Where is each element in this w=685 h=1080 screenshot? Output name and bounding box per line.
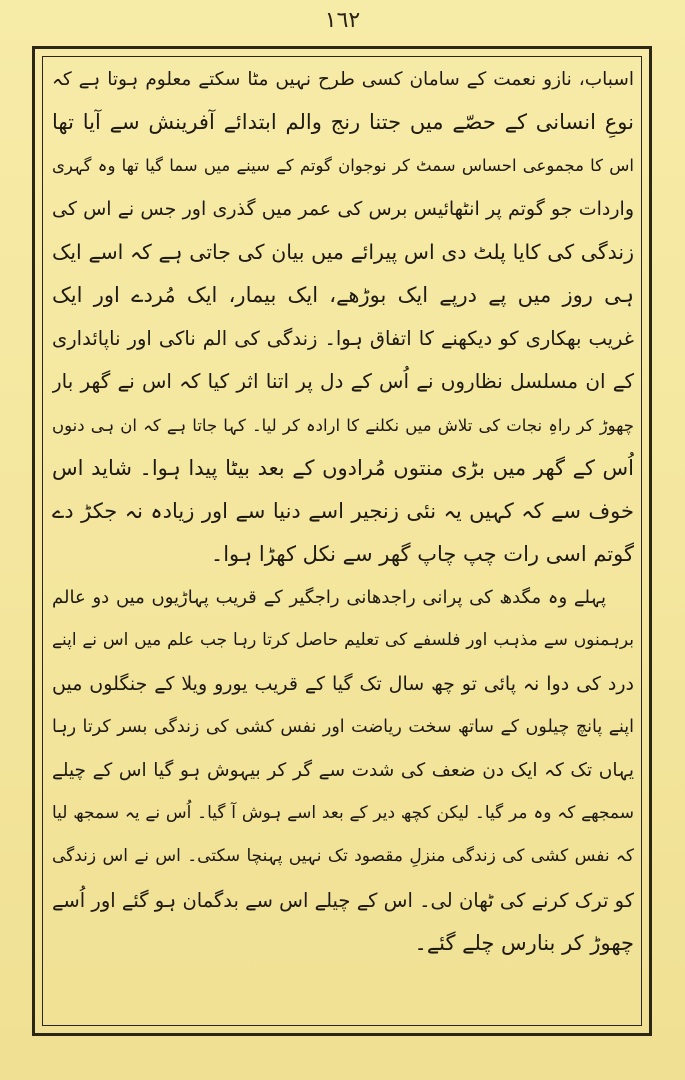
text-line: ہی روز میں پے درپے ایک بوڑھے، ایک بیمار، ایک مُردے اور ایک (52, 282, 634, 307)
text-line: خوف سے کہ کہیں یہ نئی زنجیر اسے دنیا سے اور زیادہ نہ جکڑ دے (52, 498, 634, 523)
text-line: کہ نفس کشی کی زندگی منزلِ مقصود تک نہیں پہنچا سکتی۔ اس نے اس زندگی (52, 846, 634, 867)
text-line: کے ان مسلسل نظاروں نے اُس کے دل پر اتنا اثر کیا کہ اس نے گھر بار (52, 369, 634, 394)
text-line: پہلے وہ مگدھ کی پرانی راجدھانی راجگیر کے قریب پہاڑیوں میں دو عالم (52, 587, 606, 609)
text-line: درد کی دوا نہ پائی تو چھ سال تک گیا کے قریب یورو ویلا کے جنگلوں میں (52, 672, 634, 695)
text-line: چھوڑ کر بنارس چلے گئے۔ (414, 930, 634, 955)
text-line: نوعِ انسانی کے حصّے میں جتنا رنج والم ابتدائے آفرینش سے آیا تھا (52, 110, 634, 135)
text-line: اپنے پانچ چیلوں کے ساتھ سخت ریاضت اور نفس کشی کی زندگی بسر کرتا رہا (52, 716, 634, 737)
text-line: چھوڑ کر راہِ نجات کی تلاش میں نکلنے کا ارادہ کر لیا۔ کہا جاتا ہے کہ ان ہی دنوں (52, 415, 634, 435)
text-line: واردات جو گوتم پر انٹھائیس برس کی عمر میں گذری اور جس نے اس کی (52, 197, 634, 220)
text-line: یہاں تک کہ ایک دن ضعف کی شدت سے گر کر بیہوش ہو گیا اس کے چیلے (52, 760, 634, 781)
body-text (52, 58, 634, 965)
text-line: زندگی کی کایا پلٹ دی اس پیرائے میں بیان کی جاتی ہے کہ اسے ایک (52, 239, 634, 264)
paragraph-2 (52, 576, 634, 965)
text-line: اُس کے گھر میں بڑی منتوں مُرادوں کے بعد بیٹا پیدا ہوا۔ شاید اس (52, 455, 634, 480)
text-line: گوتم اسی رات چپ چاپ گھر سے نکل کھڑا ہوا۔ (210, 542, 634, 567)
paragraph-1 (52, 58, 634, 576)
text-line: سمجھے کہ وہ مر گیا۔ لیکن کچھ دیر کے بعد اسے ہوش آ گیا۔ اُس نے یہ سمجھ لیا (52, 803, 634, 824)
text-line: برہمنوں سے مذہب اور فلسفے کی تعلیم حاصل کرتا رہا جب علم میں اس نے اپنے (52, 630, 634, 651)
text-line: کو ترک کرنے کی ٹھان لی۔ اس کے چیلے اس سے بدگمان ہو گئے اور اُسے (52, 888, 634, 912)
text-line: اس کا مجموعی احساس سمٹ کر نوجوان گوتم کے سینے میں سما گیا تھا وہ گہری (52, 156, 634, 176)
text-line: غریب بھکاری کو دیکھنے کا اتفاق ہوا۔ زندگی کی الم ناکی اور ناپائداری (52, 327, 634, 351)
page-number: ١٦٢ (324, 8, 361, 33)
text-line: اسباب، نازو نعمت کے سامان کسی طرح نہیں مٹا سکتے معلوم ہوتا ہے کہ (52, 69, 634, 90)
